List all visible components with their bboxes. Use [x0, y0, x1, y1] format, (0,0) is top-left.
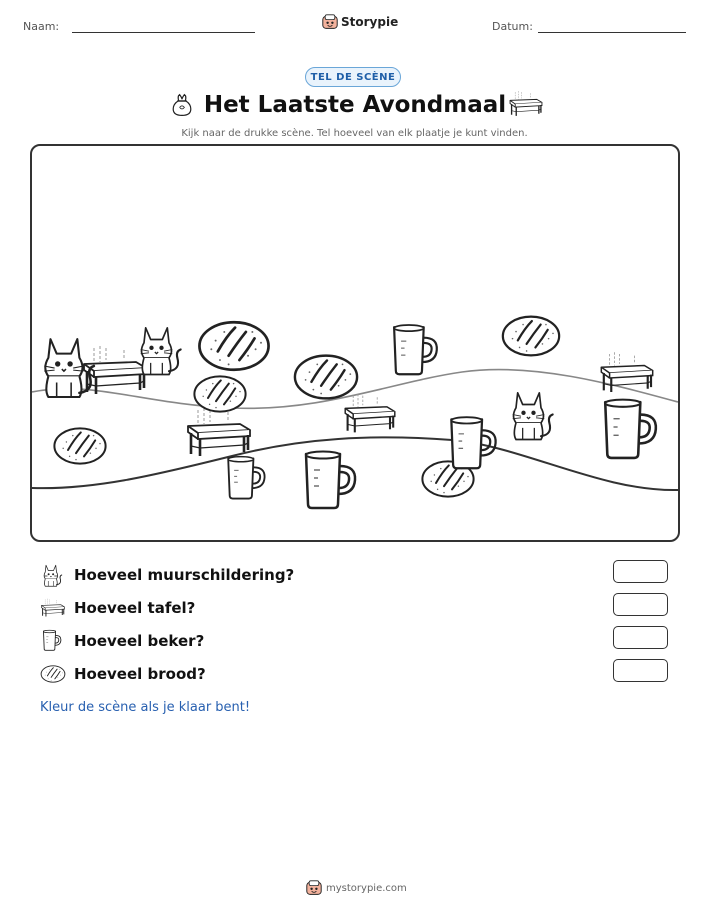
counting-scene — [30, 144, 680, 542]
table-icon — [40, 598, 66, 618]
footer-url[interactable]: mystorypie.com — [326, 882, 407, 894]
scene-mug — [394, 325, 437, 374]
scene-bread — [295, 356, 357, 399]
scene-table — [188, 408, 250, 456]
question-label: Hoeveel muurschildering? — [74, 566, 295, 584]
storypie-logo-icon — [322, 14, 338, 30]
bread-icon — [40, 664, 66, 684]
scene-cat — [141, 328, 181, 375]
page-title: Het Laatste Avondmaal — [203, 92, 507, 118]
brand-logo — [322, 14, 398, 30]
cat-icon — [40, 563, 64, 587]
footer — [306, 880, 407, 896]
storypie-logo-icon — [306, 880, 322, 896]
name-label: Naam: — [23, 20, 60, 33]
scene-mug — [605, 400, 656, 458]
activity-badge: TEL DE SCÈNE — [305, 67, 401, 87]
scene-bread — [199, 322, 268, 370]
date-line[interactable] — [538, 32, 686, 33]
scene-bread — [503, 317, 559, 356]
mug-icon — [40, 629, 64, 651]
scene-table — [84, 346, 146, 394]
answer-box[interactable] — [613, 560, 668, 583]
question-row — [40, 662, 670, 688]
question-label: Hoeveel tafel? — [74, 599, 196, 617]
scene-mug — [451, 417, 495, 468]
scene-mug — [228, 457, 264, 499]
question-label: Hoeveel brood? — [74, 665, 206, 683]
answer-box[interactable] — [613, 659, 668, 682]
coloring-note: Kleur de scène als je klaar bent! — [40, 700, 251, 715]
answer-box[interactable] — [613, 593, 668, 616]
scene-cat — [513, 393, 553, 440]
name-line[interactable] — [72, 32, 255, 33]
scene-table — [345, 394, 395, 432]
question-row — [40, 563, 670, 589]
question-label: Hoeveel beker? — [74, 632, 205, 650]
scene-bread — [54, 428, 105, 463]
brand-name: Storypie — [341, 15, 399, 29]
scene-table — [601, 352, 652, 392]
answer-box[interactable] — [613, 626, 668, 649]
page-subtitle: Kijk naar de drukke scène. Tel hoeveel van elk plaatje je kunt vinden. — [181, 128, 528, 139]
question-row — [40, 629, 670, 655]
scene-bread — [194, 376, 245, 411]
scene-mug — [306, 452, 355, 509]
table-title-icon — [508, 90, 544, 118]
question-row — [40, 596, 670, 622]
scene-illustration — [32, 146, 678, 540]
date-label: Datum: — [492, 20, 533, 33]
